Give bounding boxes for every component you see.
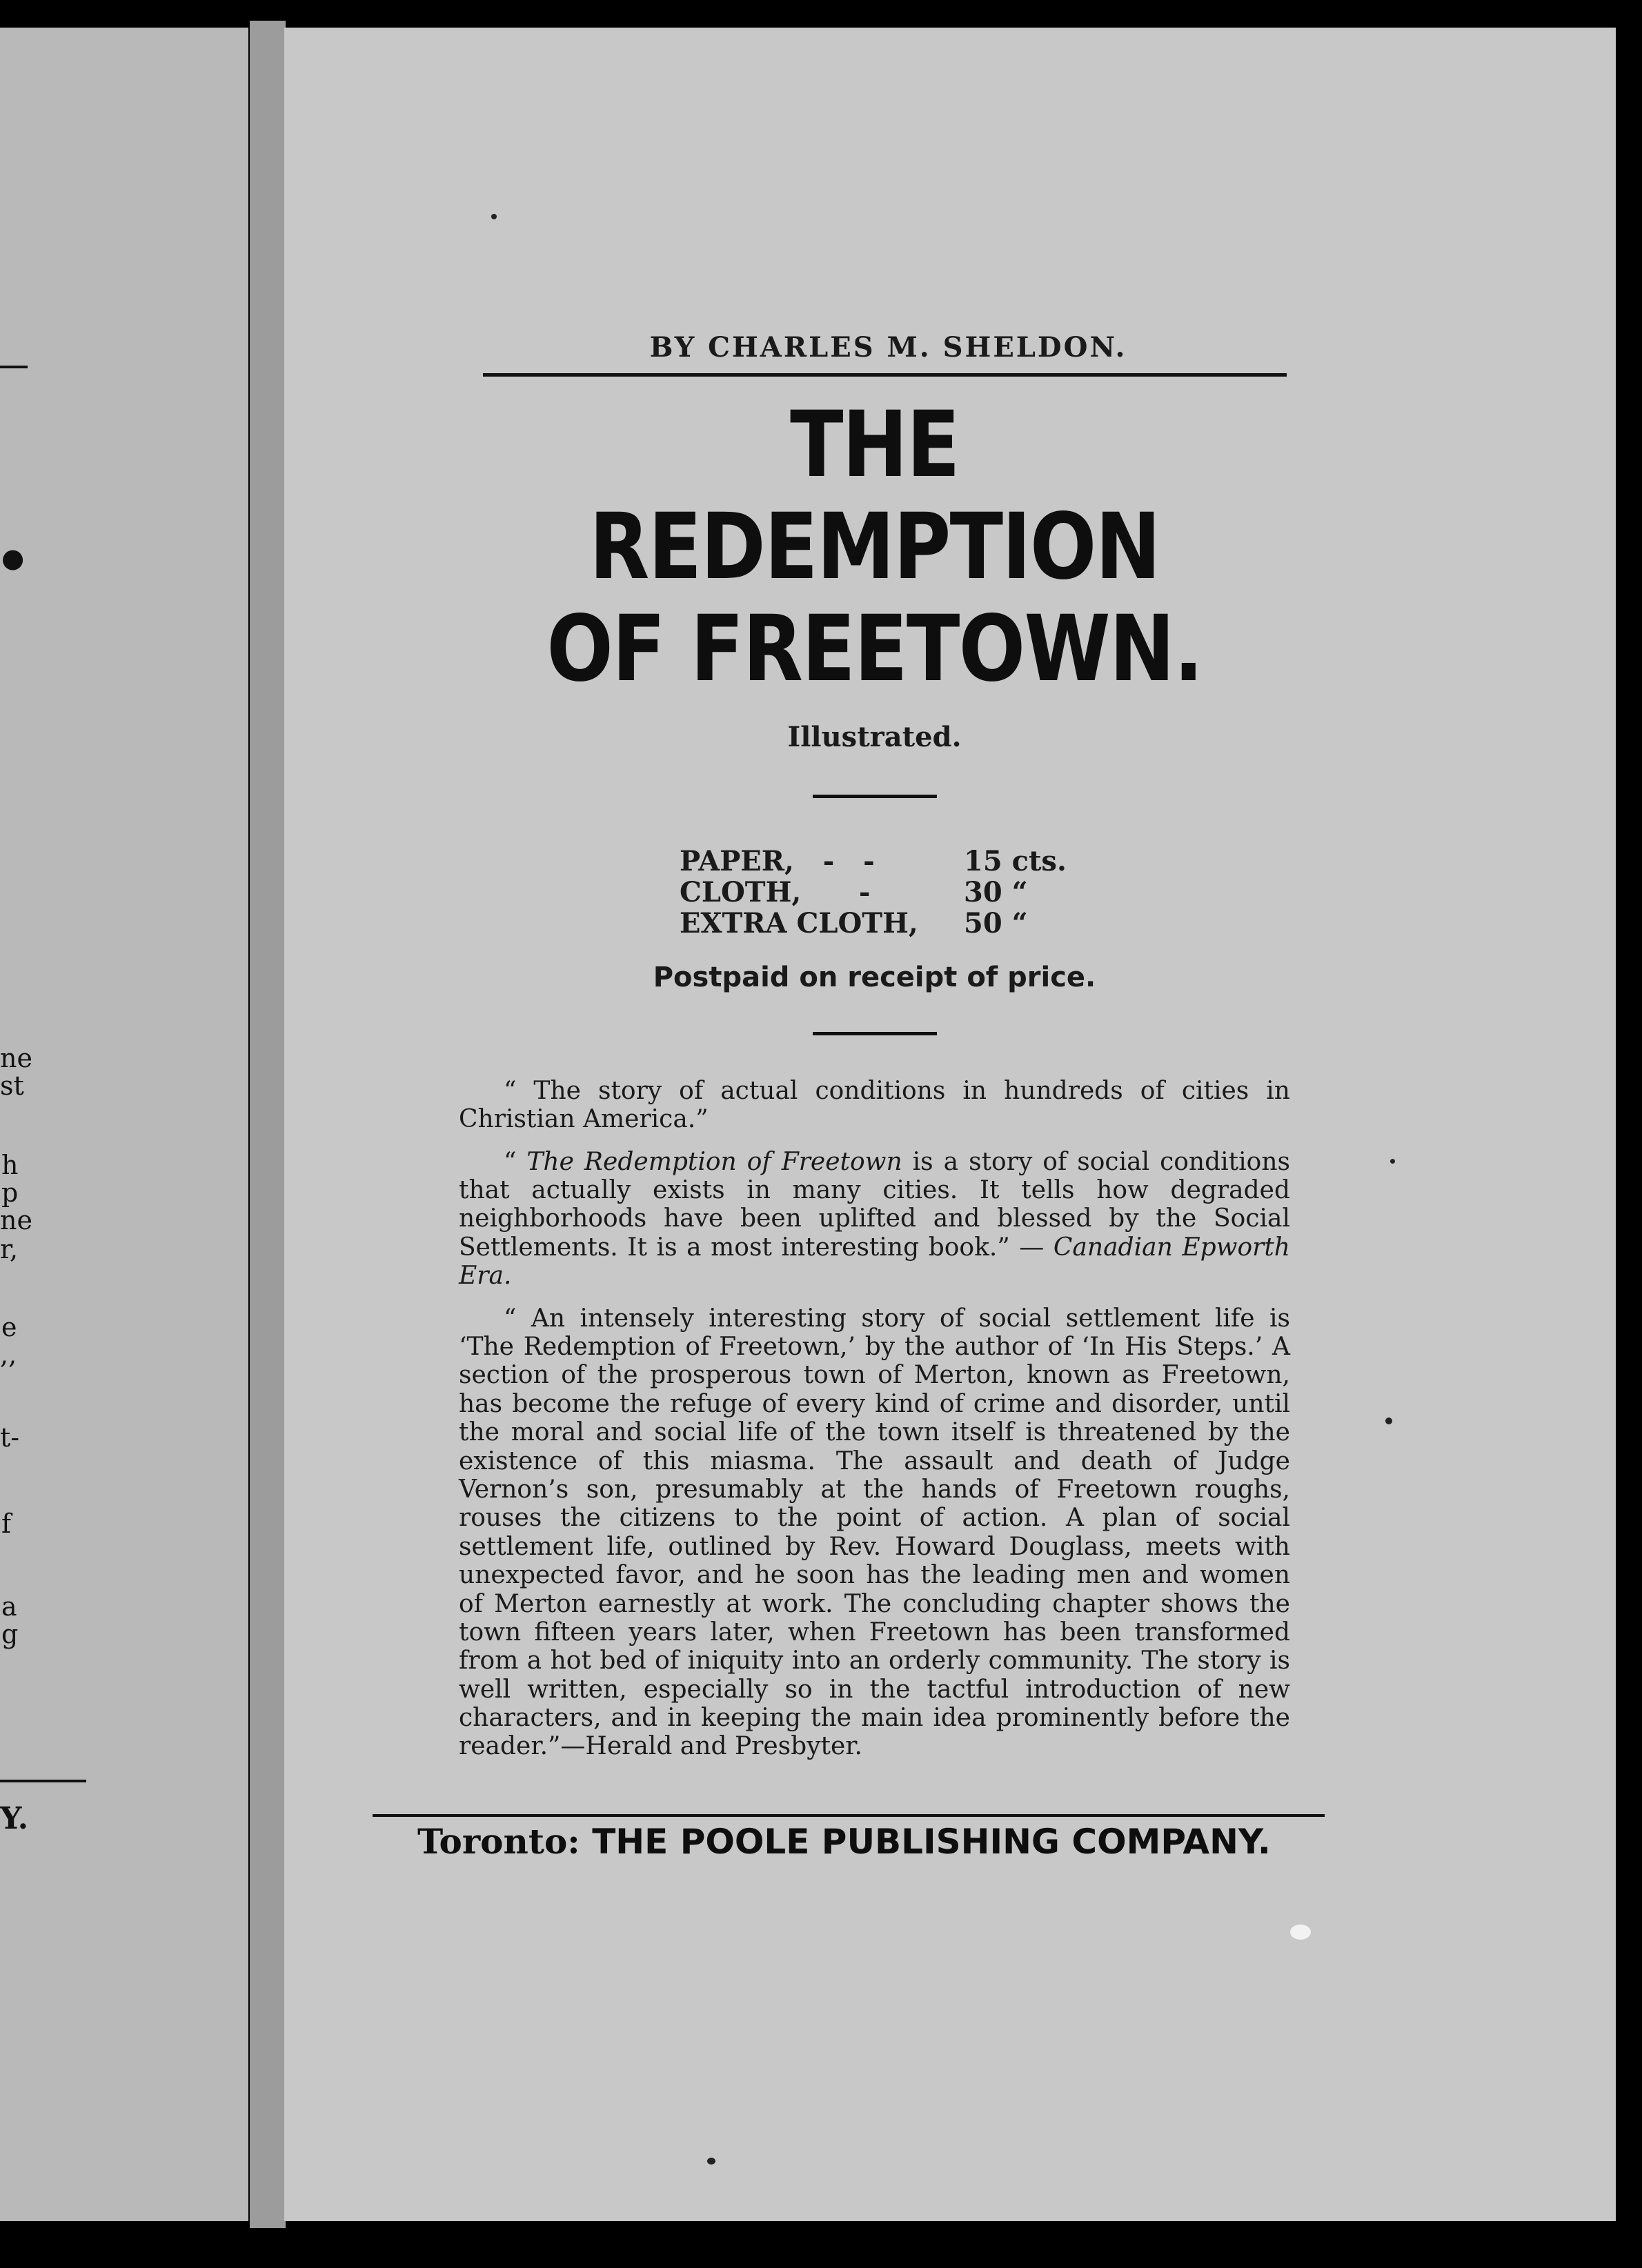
- left-page-fragment: ,,: [0, 1340, 17, 1370]
- price-row: [680, 908, 1290, 939]
- ink-speck: [491, 214, 497, 219]
- review-quotes: [459, 1077, 1290, 1761]
- left-page-fragment: g: [1, 1619, 19, 1649]
- price-label: PAPER, - -: [680, 845, 875, 878]
- left-page-fragment: p: [1, 1177, 19, 1208]
- left-page-fragment: ne: [0, 1043, 32, 1073]
- price-list: [680, 846, 1290, 939]
- price-row: [680, 877, 1290, 908]
- left-page: [0, 28, 248, 2221]
- left-page-fragment: r,: [0, 1234, 19, 1264]
- left-page-fragment: a: [1, 1591, 17, 1622]
- ink-speck: [1385, 1418, 1392, 1424]
- left-page-rule-top: [0, 366, 28, 368]
- price-row: [680, 846, 1290, 877]
- left-page-fragment: h: [1, 1150, 19, 1180]
- author-byline: BY CHARLES M. SHELDON.: [649, 331, 1127, 364]
- book-subtitle: Illustrated.: [787, 721, 962, 754]
- left-page-fragment: st: [0, 1071, 24, 1101]
- review-quote-3: “ An intensely interesting story of social settlement life is ‘The Redemption of Freetown,’ by the author of ‘In His Steps.’ A section of the prosperous town of Merton, known as Freetown, has become the refuge of every kind of crime and disorder, until the moral and social life of the town itself is threatened by the existence of this miasma. The assault and death of Judge Vernon’s son, presumably at the hands of Freetown roughs, rouses the citizens to the point of action. A plan of social settlement life, outlined by Rev. Howard Douglass, meets with unexpected favor, and he soon has the leading men and women of Merton earnestly at work. The concluding chapter shows the town fifteen years later, when Freetown has been transformed from a hot bed of iniquity into an orderly community. The story is well written, especially so in the tactful introduction of new characters, and in keeping the main idea prominently before the reader.”—Herald and Presbyter.: [459, 1304, 1290, 1761]
- imprint-publisher: THE POOLE PUBLISHING COMPANY.: [592, 1822, 1271, 1862]
- price-value: 30 “: [964, 876, 1028, 909]
- review-2-book-title: The Redemption of Freetown: [526, 1147, 902, 1176]
- review-quote-2: “ The Redemption of Freetown is a story of social conditions that actually exists in many cities. It tells how degraded neighborhoods have been uplifted and blessed by the Social Settlements. It is a most interesting book.” — Canadian Epworth Era.: [459, 1147, 1290, 1291]
- book-title-line-1: THE REDEMPTION: [589, 392, 1160, 600]
- price-value: 50 “: [964, 907, 1028, 940]
- review-2-source: Canadian Epworth Era.: [459, 1233, 1290, 1291]
- footer-rule: [373, 1814, 1325, 1817]
- paper-blemish: [1290, 1924, 1311, 1940]
- divider-rule-1: [813, 795, 937, 798]
- publisher-imprint: [417, 1821, 1290, 1862]
- price-label: CLOTH, -: [680, 876, 871, 909]
- ink-speck: [1390, 1159, 1395, 1164]
- book-title: [517, 392, 1232, 702]
- page-content: [459, 331, 1290, 1775]
- ink-speck: [707, 2158, 715, 2165]
- left-page-fragment: e: [1, 1312, 17, 1342]
- review-quote-1: “ The story of actual conditions in hundreds of cities in Christian America.”: [459, 1076, 1290, 1134]
- price-value: 15 cts.: [964, 845, 1067, 878]
- left-page-rule-bottom: [0, 1780, 86, 1782]
- book-gutter: [250, 21, 286, 2228]
- imprint-city: Toronto:: [417, 1821, 580, 1862]
- left-page-fragment: t-: [0, 1422, 20, 1453]
- divider-rule-2: [813, 1032, 937, 1035]
- left-page-fragment: Y.: [0, 1801, 29, 1836]
- left-page-fragment: f: [1, 1509, 12, 1539]
- review-2-text: is a story of social conditions that actually exists in many cities. It tells how degraded neighborhoods have been uplifted and blessed by the Social Settlements. It is a most interesting book.” —: [459, 1147, 1290, 1262]
- header-rule: [483, 373, 1287, 377]
- left-page-fragment: ne: [0, 1205, 32, 1235]
- left-page-fragment: ●: [1, 543, 25, 573]
- book-title-line-2: OF FREETOWN.: [546, 595, 1203, 702]
- postpaid-note: Postpaid on receipt of price.: [653, 961, 1096, 993]
- price-label: EXTRA CLOTH,: [680, 907, 918, 940]
